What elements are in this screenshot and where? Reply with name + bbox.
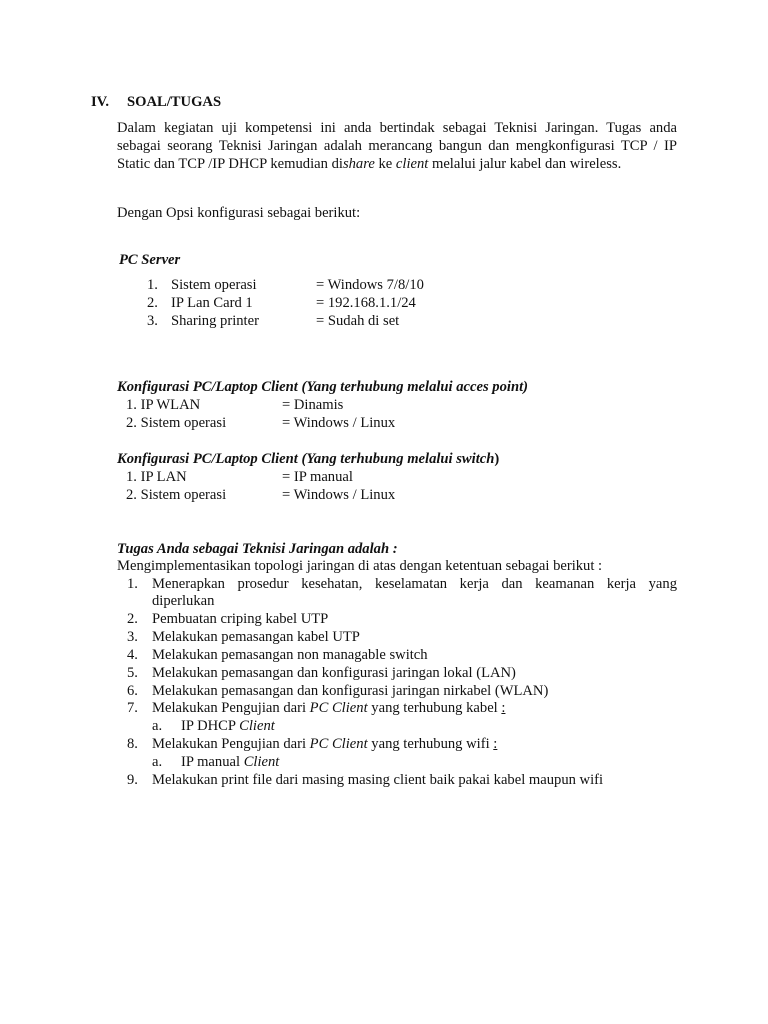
task-5: Melakukan pemasangan dan konfigurasi jaringan lokal (LAN) bbox=[152, 665, 516, 681]
client-switch-value-2: = Windows / Linux bbox=[282, 487, 396, 503]
task-1-line-2: diperlukan bbox=[152, 593, 215, 609]
task-num-4: 4. bbox=[127, 647, 138, 663]
options-intro: Dengan Opsi konfigurasi sebagai berikut: bbox=[117, 205, 361, 221]
task-6: Melakukan pemasangan dan konfigurasi jaringan nirkabel (WLAN) bbox=[152, 683, 549, 699]
client-ap-label-2: 2. Sistem operasi bbox=[126, 415, 227, 431]
task-7-sub: IP DHCP Client bbox=[181, 718, 275, 734]
task-num-2: 2. bbox=[127, 611, 138, 627]
task-9: Melakukan print file dari masing masing client baik pakai kabel maupun wifi bbox=[152, 772, 604, 788]
task-3: Melakukan pemasangan kabel UTP bbox=[152, 629, 360, 645]
pc-server-value-3: = Sudah di set bbox=[316, 313, 400, 329]
task-num-3: 3. bbox=[127, 629, 138, 645]
client-switch-label-2: 2. Sistem operasi bbox=[126, 487, 227, 503]
task-7: Melakukan Pengujian dari PC Client yang terhubung kabel : bbox=[152, 700, 506, 716]
tasks-intro: Mengimplementasikan topologi jaringan di atas dengan ketentuan sebagai berikut : bbox=[117, 558, 603, 574]
task-num-5: 5. bbox=[127, 665, 138, 681]
client-switch-title: Konfigurasi PC/Laptop Client (Yang terhubung melalui switch) bbox=[117, 451, 500, 467]
pc-server-num-2: 2. bbox=[147, 295, 158, 311]
task-num-8: 8. bbox=[127, 736, 138, 752]
intro-line-2: sebagai seorang Teknisi Jaringan adalah merancang bangun dan mengkonfigurasi TCP / IP bbox=[117, 138, 677, 154]
task-8: Melakukan Pengujian dari PC Client yang terhubung wifi : bbox=[152, 736, 498, 752]
section-number: IV. bbox=[91, 94, 109, 110]
tasks-title: Tugas Anda sebagai Teknisi Jaringan adalah : bbox=[117, 541, 398, 557]
task-7-sub-letter: a. bbox=[152, 718, 163, 734]
pc-server-label-3: Sharing printer bbox=[171, 313, 259, 329]
section-title: SOAL/TUGAS bbox=[127, 94, 222, 110]
intro-line-1: Dalam kegiatan uji kompetensi ini anda bertindak sebagai Teknisi Jaringan. Tugas anda bbox=[117, 120, 677, 136]
pc-server-label-2: IP Lan Card 1 bbox=[171, 295, 253, 311]
task-8-sub: IP manual Client bbox=[181, 754, 280, 770]
task-1-line-1: Menerapkan prosedur kesehatan, keselamatan kerja dan keamanan kerja yang bbox=[152, 576, 677, 592]
client-ap-value-2: = Windows / Linux bbox=[282, 415, 396, 431]
client-ap-value-1: = Dinamis bbox=[282, 397, 344, 413]
pc-server-num-1: 1. bbox=[147, 277, 158, 293]
client-switch-value-1: = IP manual bbox=[282, 469, 353, 485]
task-8-sub-letter: a. bbox=[152, 754, 163, 770]
task-num-9: 9. bbox=[127, 772, 138, 788]
pc-server-value-2: = 192.168.1.1/24 bbox=[316, 295, 416, 311]
pc-server-value-1: = Windows 7/8/10 bbox=[316, 277, 424, 293]
pc-server-title: PC Server bbox=[119, 252, 181, 268]
task-num-6: 6. bbox=[127, 683, 138, 699]
client-ap-title: Konfigurasi PC/Laptop Client (Yang terhubung melalui acces point) bbox=[117, 379, 528, 395]
intro-line-3: Static dan TCP /IP DHCP kemudian dishare ke client melalui jalur kabel dan wireless. bbox=[117, 156, 622, 172]
pc-server-label-1: Sistem operasi bbox=[171, 277, 257, 293]
task-2: Pembuatan criping kabel UTP bbox=[152, 611, 329, 627]
task-num-7: 7. bbox=[127, 700, 138, 716]
pc-server-num-3: 3. bbox=[147, 313, 158, 329]
client-switch-label-1: 1. IP LAN bbox=[126, 469, 187, 485]
client-ap-label-1: 1. IP WLAN bbox=[126, 397, 201, 413]
task-num-1: 1. bbox=[127, 576, 138, 592]
task-4: Melakukan pemasangan non managable switch bbox=[152, 647, 428, 663]
